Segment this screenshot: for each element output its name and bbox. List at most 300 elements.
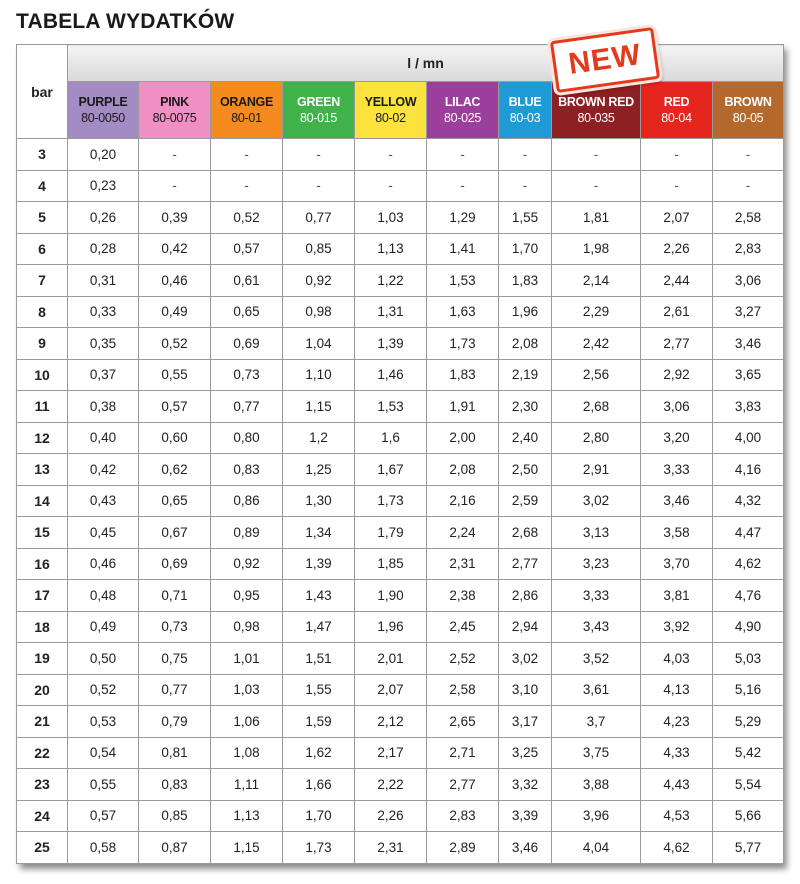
flow-value-cell: 1,55 (283, 674, 355, 706)
flow-value-cell: 2,80 (552, 422, 641, 454)
flow-value-cell: 1,53 (355, 391, 427, 423)
flow-value-cell: 2,08 (499, 328, 552, 360)
pressure-cell: 19 (17, 643, 68, 675)
flow-value-cell: 3,61 (552, 674, 641, 706)
flow-value-cell: 3,96 (552, 800, 641, 832)
flow-value-cell: 0,69 (211, 328, 283, 360)
flow-value-cell: 0,87 (139, 832, 211, 864)
flow-value-cell: 3,27 (713, 296, 784, 328)
table-row (17, 643, 784, 675)
nozzle-header-brown (713, 82, 784, 139)
flow-value-cell: 1,62 (283, 737, 355, 769)
flow-value-cell: 0,71 (139, 580, 211, 612)
flow-value-cell: 1,67 (355, 454, 427, 486)
flow-value-cell: 0,42 (139, 233, 211, 265)
flow-value-cell: 1,53 (427, 265, 499, 297)
flow-value-cell: 0,48 (68, 580, 139, 612)
flow-value-cell: - (427, 139, 499, 171)
table-body (17, 139, 784, 864)
bar-column-header: bar (17, 45, 68, 139)
flow-value-cell: 1,85 (355, 548, 427, 580)
flow-value-cell: - (211, 139, 283, 171)
page-title: TABELA WYDATKÓW (16, 10, 235, 33)
flow-value-cell: 0,65 (139, 485, 211, 517)
flow-value-cell: 4,00 (713, 422, 784, 454)
flow-value-cell: 2,24 (427, 517, 499, 549)
nozzle-header-purple (68, 82, 139, 139)
header-row-unit (17, 45, 784, 82)
flow-value-cell: 0,38 (68, 391, 139, 423)
flow-value-cell: 0,79 (139, 706, 211, 738)
flow-value-cell: 2,59 (499, 485, 552, 517)
flow-value-cell: 0,73 (211, 359, 283, 391)
nozzle-code: 80-03 (509, 111, 541, 125)
nozzle-code: 80-02 (375, 111, 406, 125)
flow-value-cell: 0,35 (68, 328, 139, 360)
flow-value-cell: 3,10 (499, 674, 552, 706)
flow-value-cell: 2,58 (713, 202, 784, 234)
table-row (17, 580, 784, 612)
nozzle-name: GREEN (297, 95, 340, 109)
flow-value-cell: 2,19 (499, 359, 552, 391)
flow-value-cell: 0,49 (68, 611, 139, 643)
flow-value-cell: 0,46 (139, 265, 211, 297)
flow-value-cell: 1,55 (499, 202, 552, 234)
flow-value-cell: 1,08 (211, 737, 283, 769)
flow-value-cell: - (283, 139, 355, 171)
flow-value-cell: 1,25 (283, 454, 355, 486)
flow-value-cell: 0,52 (139, 328, 211, 360)
flow-value-cell: 0,62 (139, 454, 211, 486)
flow-value-cell: 0,85 (283, 233, 355, 265)
nozzle-header-lilac (427, 82, 499, 139)
table-row (17, 517, 784, 549)
flow-value-cell: 0,69 (139, 548, 211, 580)
flow-value-cell: 0,20 (68, 139, 139, 171)
table-row (17, 674, 784, 706)
flow-value-cell: 0,73 (139, 611, 211, 643)
flow-value-cell: 1,96 (355, 611, 427, 643)
flow-value-cell: 2,16 (427, 485, 499, 517)
flow-value-cell: 1,2 (283, 422, 355, 454)
pressure-cell: 11 (17, 391, 68, 423)
flow-value-cell: 4,33 (641, 737, 713, 769)
flow-value-cell: 1,34 (283, 517, 355, 549)
flow-value-cell: 0,98 (283, 296, 355, 328)
flow-value-cell: 1,03 (355, 202, 427, 234)
flow-value-cell: 3,13 (552, 517, 641, 549)
flow-value-cell: 3,88 (552, 769, 641, 801)
flow-value-cell: 4,04 (552, 832, 641, 864)
flow-value-cell: 0,75 (139, 643, 211, 675)
flow-value-cell: - (713, 170, 784, 202)
flow-value-cell: 0,33 (68, 296, 139, 328)
pressure-cell: 14 (17, 485, 68, 517)
flow-value-cell: 3,46 (499, 832, 552, 864)
nozzle-code: 80-025 (443, 111, 482, 125)
flow-value-cell: 1,70 (283, 800, 355, 832)
flow-value-cell: 0,39 (139, 202, 211, 234)
flow-value-cell: 3,7 (552, 706, 641, 738)
flow-value-cell: 0,60 (139, 422, 211, 454)
table-row (17, 265, 784, 297)
flow-value-cell: 1,41 (427, 233, 499, 265)
table-row (17, 328, 784, 360)
flow-value-cell: 5,16 (713, 674, 784, 706)
flow-value-cell: 2,61 (641, 296, 713, 328)
flow-value-cell: 0,55 (68, 769, 139, 801)
flow-value-cell: 0,54 (68, 737, 139, 769)
flow-value-cell: - (355, 139, 427, 171)
nozzle-code: 80-0075 (152, 111, 197, 125)
table-row (17, 296, 784, 328)
flow-value-cell: 4,76 (713, 580, 784, 612)
flow-value-cell: 4,62 (641, 832, 713, 864)
flow-value-cell: 1,47 (283, 611, 355, 643)
flow-value-cell: 5,42 (713, 737, 784, 769)
flow-value-cell: 1,43 (283, 580, 355, 612)
pressure-cell: 21 (17, 706, 68, 738)
flow-value-cell: 2,77 (499, 548, 552, 580)
flow-value-cell: 0,65 (211, 296, 283, 328)
flow-value-cell: 5,54 (713, 769, 784, 801)
nozzle-code: 80-01 (231, 111, 262, 125)
flow-value-cell: 3,70 (641, 548, 713, 580)
nozzle-name: LILAC (444, 95, 481, 109)
flow-value-cell: 1,70 (499, 233, 552, 265)
nozzle-name: BROWN (724, 95, 772, 109)
flow-value-cell: 3,06 (713, 265, 784, 297)
pressure-cell: 10 (17, 359, 68, 391)
flow-value-cell: 2,17 (355, 737, 427, 769)
flow-value-cell: 2,71 (427, 737, 499, 769)
flow-value-cell: 2,50 (499, 454, 552, 486)
flow-value-cell: 3,75 (552, 737, 641, 769)
flow-value-cell: 2,94 (499, 611, 552, 643)
pressure-cell: 22 (17, 737, 68, 769)
flow-value-cell: 0,28 (68, 233, 139, 265)
nozzle-header-red (641, 82, 713, 139)
flow-value-cell: 0,45 (68, 517, 139, 549)
flow-value-cell: 2,26 (355, 800, 427, 832)
table-row (17, 359, 784, 391)
flow-value-cell: 2,89 (427, 832, 499, 864)
table-row (17, 422, 784, 454)
flow-value-cell: 2,58 (427, 674, 499, 706)
flow-value-cell: 2,38 (427, 580, 499, 612)
flow-value-cell: 0,85 (139, 800, 211, 832)
flow-value-cell: 1,11 (211, 769, 283, 801)
nozzle-code: 80-015 (299, 111, 338, 125)
flow-value-cell: 1,63 (427, 296, 499, 328)
flow-value-cell: 1,13 (211, 800, 283, 832)
flow-value-cell: 3,33 (641, 454, 713, 486)
flow-value-cell: 4,43 (641, 769, 713, 801)
flow-value-cell: 1,73 (283, 832, 355, 864)
flow-value-cell: 0,98 (211, 611, 283, 643)
pressure-cell: 15 (17, 517, 68, 549)
pressure-cell: 6 (17, 233, 68, 265)
flow-value-cell: 0,61 (211, 265, 283, 297)
flow-value-cell: 1,01 (211, 643, 283, 675)
flow-value-cell: 0,83 (139, 769, 211, 801)
flow-value-cell: 5,66 (713, 800, 784, 832)
flow-value-cell: 2,22 (355, 769, 427, 801)
flow-value-cell: 1,04 (283, 328, 355, 360)
flow-value-cell: 2,77 (427, 769, 499, 801)
nozzle-header-green (283, 82, 355, 139)
table-row (17, 769, 784, 801)
unit-header: l / mn (68, 45, 784, 82)
table-row (17, 800, 784, 832)
pressure-cell: 3 (17, 139, 68, 171)
nozzle-header-blue (499, 82, 552, 139)
nozzle-header-pink (139, 82, 211, 139)
pressure-cell: 12 (17, 422, 68, 454)
flow-value-cell: 4,53 (641, 800, 713, 832)
flow-value-cell: 2,83 (427, 800, 499, 832)
flow-value-cell: 0,43 (68, 485, 139, 517)
flow-value-cell: 2,91 (552, 454, 641, 486)
flow-value-cell: 1,06 (211, 706, 283, 738)
nozzle-header-yellow (355, 82, 427, 139)
flow-value-cell: 0,80 (211, 422, 283, 454)
flow-value-cell: 4,90 (713, 611, 784, 643)
nozzle-name: YELLOW (364, 95, 417, 109)
table-row (17, 139, 784, 171)
flow-value-cell: 0,46 (68, 548, 139, 580)
flow-value-cell: 2,31 (427, 548, 499, 580)
table-row (17, 832, 784, 864)
flow-value-cell: 0,95 (211, 580, 283, 612)
flow-value-cell: - (427, 170, 499, 202)
pressure-cell: 9 (17, 328, 68, 360)
table-row (17, 706, 784, 738)
flow-value-cell: 3,81 (641, 580, 713, 612)
flow-value-cell: 3,46 (641, 485, 713, 517)
flow-value-cell: 3,83 (713, 391, 784, 423)
nozzle-name: ORANGE (219, 95, 274, 109)
flow-value-cell: 0,55 (139, 359, 211, 391)
flow-value-cell: 2,30 (499, 391, 552, 423)
flow-value-cell: 1,15 (283, 391, 355, 423)
flow-value-cell: 2,65 (427, 706, 499, 738)
flow-value-cell: 2,52 (427, 643, 499, 675)
flow-value-cell: 3,52 (552, 643, 641, 675)
nozzle-code: 80-035 (577, 111, 615, 125)
flow-value-cell: 1,22 (355, 265, 427, 297)
flow-value-cell: 0,31 (68, 265, 139, 297)
flow-value-cell: 1,29 (427, 202, 499, 234)
flow-value-cell: 2,26 (641, 233, 713, 265)
flow-value-cell: 0,77 (283, 202, 355, 234)
table-row (17, 454, 784, 486)
flow-value-cell: 4,23 (641, 706, 713, 738)
flow-value-cell: 2,77 (641, 328, 713, 360)
flow-value-cell: 5,77 (713, 832, 784, 864)
flow-value-cell: 3,58 (641, 517, 713, 549)
flow-rate-table-container (16, 44, 783, 864)
flow-value-cell: 2,31 (355, 832, 427, 864)
table-row (17, 202, 784, 234)
flow-value-cell: 0,58 (68, 832, 139, 864)
flow-value-cell: 2,45 (427, 611, 499, 643)
flow-value-cell: 5,29 (713, 706, 784, 738)
flow-value-cell: 0,53 (68, 706, 139, 738)
flow-value-cell: 3,39 (499, 800, 552, 832)
flow-value-cell: 0,86 (211, 485, 283, 517)
flow-value-cell: 3,20 (641, 422, 713, 454)
flow-value-cell: 1,59 (283, 706, 355, 738)
flow-value-cell: 0,81 (139, 737, 211, 769)
flow-rate-table (16, 44, 784, 864)
flow-value-cell: 3,06 (641, 391, 713, 423)
flow-value-cell: 1,73 (355, 485, 427, 517)
flow-value-cell: 1,96 (499, 296, 552, 328)
flow-value-cell: 1,15 (211, 832, 283, 864)
flow-value-cell: 0,83 (211, 454, 283, 486)
flow-value-cell: 4,16 (713, 454, 784, 486)
pressure-cell: 13 (17, 454, 68, 486)
flow-value-cell: 1,39 (355, 328, 427, 360)
flow-value-cell: 3,33 (552, 580, 641, 612)
table-row (17, 391, 784, 423)
flow-value-cell: 2,12 (355, 706, 427, 738)
table-row (17, 233, 784, 265)
header-row-nozzles (17, 82, 784, 139)
table-row (17, 485, 784, 517)
flow-value-cell: 4,47 (713, 517, 784, 549)
flow-value-cell: 0,23 (68, 170, 139, 202)
flow-value-cell: 2,08 (427, 454, 499, 486)
nozzle-name: BROWN RED (558, 95, 634, 109)
table-row (17, 548, 784, 580)
flow-value-cell: 1,51 (283, 643, 355, 675)
flow-value-cell: - (139, 139, 211, 171)
flow-value-cell: 3,43 (552, 611, 641, 643)
flow-value-cell: - (139, 170, 211, 202)
flow-value-cell: 2,07 (355, 674, 427, 706)
pressure-cell: 5 (17, 202, 68, 234)
flow-value-cell: 2,44 (641, 265, 713, 297)
flow-value-cell: 1,90 (355, 580, 427, 612)
nozzle-name: RED (663, 95, 690, 109)
flow-value-cell: - (641, 170, 713, 202)
flow-value-cell: 1,98 (552, 233, 641, 265)
flow-value-cell: 2,00 (427, 422, 499, 454)
flow-value-cell: 0,57 (68, 800, 139, 832)
flow-value-cell: 1,83 (499, 265, 552, 297)
flow-value-cell: - (713, 139, 784, 171)
flow-value-cell: 0,89 (211, 517, 283, 549)
nozzle-header-orange (211, 82, 283, 139)
flow-value-cell: 2,01 (355, 643, 427, 675)
flow-value-cell: 1,13 (355, 233, 427, 265)
table-row (17, 170, 784, 202)
nozzle-code: 80-0050 (81, 111, 125, 125)
flow-value-cell: 2,40 (499, 422, 552, 454)
flow-value-cell: 3,17 (499, 706, 552, 738)
flow-value-cell: 1,39 (283, 548, 355, 580)
flow-value-cell: - (499, 139, 552, 171)
flow-value-cell: 0,77 (139, 674, 211, 706)
flow-value-cell: 4,03 (641, 643, 713, 675)
flow-value-cell: 3,32 (499, 769, 552, 801)
flow-value-cell: 3,02 (499, 643, 552, 675)
flow-value-cell: - (552, 170, 641, 202)
flow-value-cell: 1,79 (355, 517, 427, 549)
flow-value-cell: 1,83 (427, 359, 499, 391)
table-row (17, 611, 784, 643)
flow-value-cell: 0,42 (68, 454, 139, 486)
pressure-cell: 23 (17, 769, 68, 801)
flow-value-cell: 0,57 (139, 391, 211, 423)
new-badge: NEW (550, 27, 660, 93)
pressure-cell: 17 (17, 580, 68, 612)
flow-value-cell: - (641, 139, 713, 171)
flow-value-cell: - (499, 170, 552, 202)
flow-value-cell: 1,81 (552, 202, 641, 234)
flow-value-cell: - (552, 139, 641, 171)
flow-value-cell: 0,92 (283, 265, 355, 297)
flow-value-cell: 3,25 (499, 737, 552, 769)
flow-value-cell: 3,65 (713, 359, 784, 391)
flow-value-cell: 0,40 (68, 422, 139, 454)
pressure-cell: 18 (17, 611, 68, 643)
nozzle-name: PINK (160, 95, 189, 109)
flow-value-cell: 1,91 (427, 391, 499, 423)
nozzle-code: 80-04 (661, 111, 692, 125)
pressure-cell: 24 (17, 800, 68, 832)
flow-value-cell: 0,77 (211, 391, 283, 423)
flow-value-cell: 1,73 (427, 328, 499, 360)
flow-value-cell: 0,92 (211, 548, 283, 580)
flow-value-cell: 1,10 (283, 359, 355, 391)
pressure-cell: 8 (17, 296, 68, 328)
table-row (17, 737, 784, 769)
flow-value-cell: 0,52 (68, 674, 139, 706)
pressure-cell: 16 (17, 548, 68, 580)
flow-value-cell: 2,68 (552, 391, 641, 423)
nozzle-name: PURPLE (78, 95, 128, 109)
flow-value-cell: 2,14 (552, 265, 641, 297)
flow-value-cell: 2,42 (552, 328, 641, 360)
flow-value-cell: 2,07 (641, 202, 713, 234)
pressure-cell: 7 (17, 265, 68, 297)
flow-value-cell: - (211, 170, 283, 202)
flow-value-cell: 1,46 (355, 359, 427, 391)
flow-value-cell: 4,13 (641, 674, 713, 706)
pressure-cell: 20 (17, 674, 68, 706)
nozzle-name: BLUE (508, 95, 542, 109)
flow-value-cell: 1,03 (211, 674, 283, 706)
nozzle-code: 80-05 (732, 111, 764, 125)
flow-value-cell: 0,52 (211, 202, 283, 234)
table-header (17, 45, 784, 139)
flow-value-cell: 2,86 (499, 580, 552, 612)
flow-value-cell: 5,03 (713, 643, 784, 675)
flow-value-cell: 3,46 (713, 328, 784, 360)
flow-value-cell: 0,26 (68, 202, 139, 234)
flow-value-cell: 2,56 (552, 359, 641, 391)
flow-value-cell: - (283, 170, 355, 202)
flow-value-cell: 2,83 (713, 233, 784, 265)
flow-value-cell: 3,23 (552, 548, 641, 580)
flow-value-cell: 0,49 (139, 296, 211, 328)
flow-value-cell: 1,6 (355, 422, 427, 454)
flow-value-cell: 2,29 (552, 296, 641, 328)
flow-value-cell: 4,62 (713, 548, 784, 580)
